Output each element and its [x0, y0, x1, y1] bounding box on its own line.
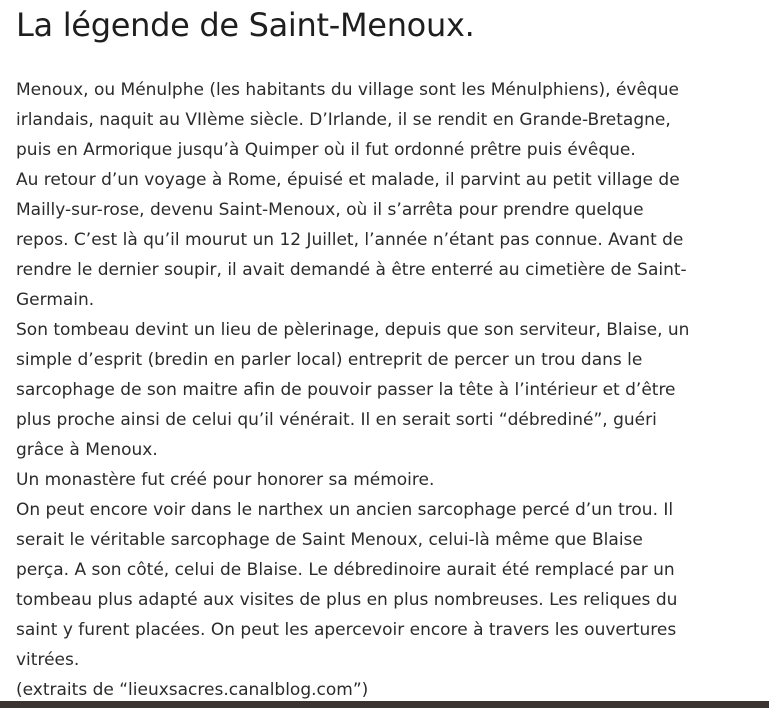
text-line: On peut encore voir dans le narthex un ancien sarcophage percé d’un trou. Il — [16, 500, 674, 520]
text-line: vitrées. — [16, 650, 80, 670]
text-line: serait le véritable sarcophage de Saint Menoux, celui-là même que Blaise — [16, 530, 643, 550]
text-line: grâce à Menoux. — [16, 440, 158, 460]
text-line: Menoux, ou Ménulphe (les habitants du village sont les Ménulphiens), évêque — [16, 80, 679, 100]
text-line: Son tombeau devint un lieu de pèlerinage, depuis que son serviteur, Blaise, un — [16, 320, 690, 340]
text-line: plus proche ainsi de celui qu’il vénérait. Il en serait sorti “débrediné”, guéri — [16, 410, 657, 430]
text-line: tombeau plus adapté aux visites de plus en plus nombreuses. Les reliques du — [16, 590, 678, 610]
article-body — [16, 75, 696, 705]
text-line: repos. C’est là qu’il mourut un 12 Juillet, l’année n’étant pas connue. Avant de — [16, 230, 684, 250]
text-line: Au retour d’un voyage à Rome, épuisé et malade, il parvint au petit village de — [16, 170, 680, 190]
footer-bar — [0, 701, 769, 708]
text-line: Mailly-sur-rose, devenu Saint-Menoux, où il s’arrêta pour prendre quelque — [16, 200, 644, 220]
text-line: Un monastère fut créé pour honorer sa mémoire. — [16, 470, 435, 490]
text-line: Germain. — [16, 290, 95, 310]
source-citation: (extraits de “lieuxsacres.canalblog.com”) — [16, 680, 369, 700]
page-title: La légende de Saint-Menoux. — [16, 6, 475, 44]
text-line: rendre le dernier soupir, il avait demandé à être enterré au cimetière de Saint- — [16, 260, 687, 280]
text-line: saint y furent placées. On peut les apercevoir encore à travers les ouvertures — [16, 620, 677, 640]
text-line: simple d’esprit (bredin en parler local) entreprit de percer un trou dans le — [16, 350, 643, 370]
text-line: perça. A son côté, celui de Blaise. Le débredinoire aurait été remplacé par un — [16, 560, 675, 580]
text-line: puis en Armorique jusqu’à Quimper où il fut ordonné prêtre puis évêque. — [16, 140, 636, 160]
text-line: irlandais, naquit au VIIème siècle. D’Irlande, il se rendit en Grande-Bretagne, — [16, 110, 671, 130]
text-line: sarcophage de son maitre afin de pouvoir passer la tête à l’intérieur et d’être — [16, 380, 676, 400]
